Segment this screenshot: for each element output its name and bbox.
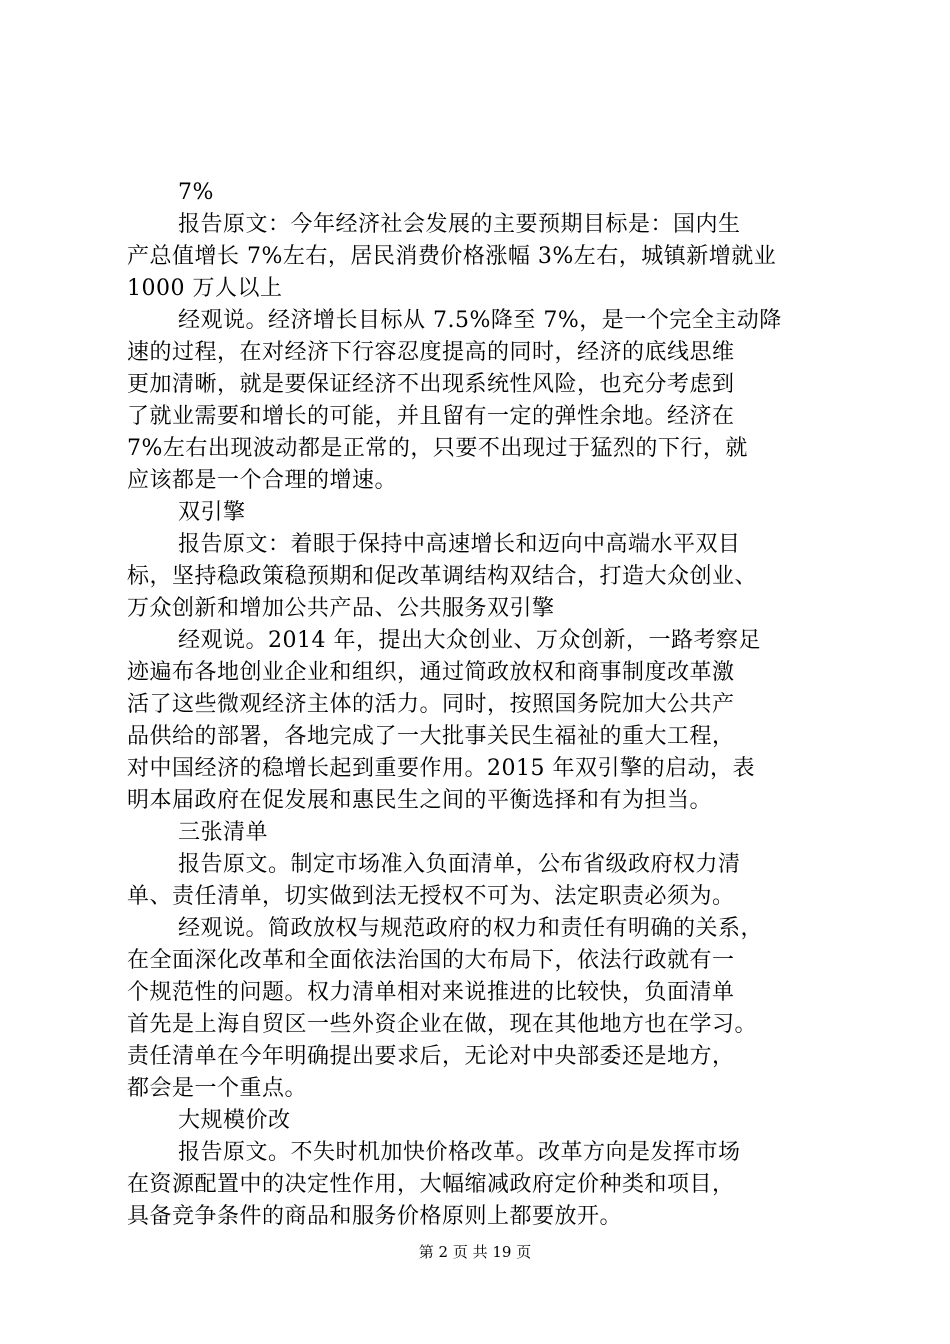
text-line: 经观说。2014 年，提出大众创业、万众创新，一路考察足	[178, 628, 761, 653]
text-line: 产总值增长 7%左右，居民消费价格涨幅 3%左右，城镇新增就业	[127, 244, 777, 269]
text-line: 个规范性的问题。权力清单相对来说推进的比较快，负面清单	[127, 980, 735, 1005]
text-line: 标，坚持稳政策稳预期和促改革调结构双结合，打造大众创业、	[127, 564, 758, 589]
text-line: 对中国经济的稳增长起到重要作用。2015 年双引擎的启动，表	[127, 756, 755, 781]
text-line: 报告原文。不失时机加快价格改革。改革方向是发挥市场	[178, 1140, 741, 1165]
page-footer: 第 2 页 共 19 页	[418, 1243, 532, 1261]
text-line: 在资源配置中的决定性作用，大幅缩减政府定价种类和项目，	[127, 1172, 735, 1197]
text-line: 责任清单在今年明确提出要求后，无论对中央部委还是地方，	[127, 1044, 735, 1069]
text-line: 应该都是一个合理的增速。	[127, 468, 398, 493]
text-line: 经观说。简政放权与规范政府的权力和责任有明确的关系，	[178, 916, 764, 941]
text-line: 报告原文：着眼于保持中高速增长和迈向中高端水平双目	[178, 532, 741, 557]
text-line: 品供给的部署，各地完成了一大批事关民生福祉的重大工程，	[127, 724, 735, 749]
text-line: 了就业需要和增长的可能，并且留有一定的弹性余地。经济在	[127, 404, 735, 429]
text-line: 在全面深化改革和全面依法治国的大布局下，依法行政就有一	[127, 948, 735, 973]
text-line: 双引擎	[178, 500, 246, 525]
text-line: 都会是一个重点。	[127, 1076, 308, 1101]
text-line: 速的过程，在对经济下行容忍度提高的同时，经济的底线思维	[127, 340, 735, 365]
text-line: 更加清晰，就是要保证经济不出现系统性风险，也充分考虑到	[127, 372, 735, 397]
text-line: 迹遍布各地创业企业和组织，通过简政放权和商事制度改革激	[127, 660, 735, 685]
text-line: 三张清单	[178, 820, 269, 845]
text-line: 活了这些微观经济主体的活力。同时，按照国务院加大公共产	[127, 692, 735, 717]
text-line: 万众创新和增加公共产品、公共服务双引擎	[127, 596, 555, 621]
text-line: 7%左右出现波动都是正常的，只要不出现过于猛烈的下行，就	[127, 436, 748, 461]
text-line: 报告原文。制定市场准入负面清单，公布省级政府权力清	[178, 852, 741, 877]
text-line: 首先是上海自贸区一些外资企业在做，现在其他地方也在学习。	[127, 1012, 758, 1037]
text-line: 大规模价改	[178, 1108, 291, 1133]
text-line: 单、责任清单，切实做到法无授权不可为、法定职责必须为。	[127, 884, 735, 909]
text-line: 7%	[178, 180, 214, 205]
document-body	[127, 177, 847, 1233]
text-line: 经观说。经济增长目标从 7.5%降至 7%，是一个完全主动降	[178, 308, 782, 333]
text-line: 1000 万人以上	[127, 276, 283, 301]
text-line: 报告原文：今年经济社会发展的主要预期目标是：国内生	[178, 212, 741, 237]
text-line: 具备竞争条件的商品和服务价格原则上都要放开。	[127, 1204, 623, 1229]
text-line: 明本届政府在促发展和惠民生之间的平衡选择和有为担当。	[127, 788, 713, 813]
